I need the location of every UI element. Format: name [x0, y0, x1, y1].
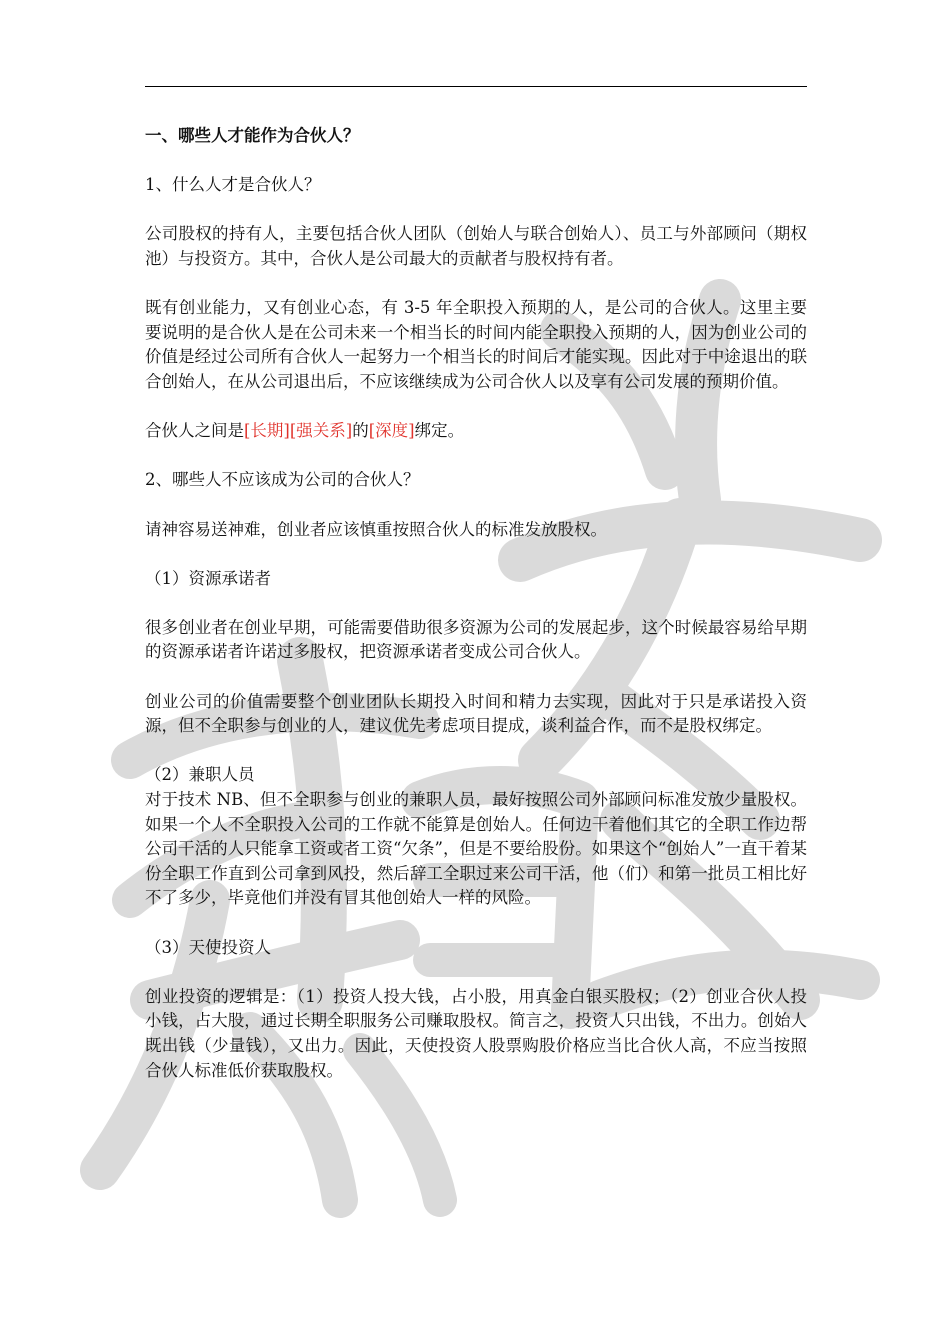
section-title: 一、哪些人才能作为合伙人？: [145, 126, 360, 145]
binding-sentence: [145, 419, 807, 444]
highlight-term: [强关系]: [289, 421, 353, 441]
text-span: 合伙人之间是: [145, 421, 244, 441]
header-rule: [145, 86, 807, 87]
paragraph: 公司股权的持有人，主要包括合伙人团队（创始人与联合创始人）、员工与外部顾问（期权池）与投资方。其中，合伙人是公司最大的贡献者与股权持有者。: [145, 224, 807, 268]
highlight-term: [长期]: [244, 421, 290, 441]
paragraph: 创业公司的价值需要整个创业团队长期投入时间和精力去实现，因此对于只是承诺投入资源，但不全职参与创业的人，建议优先考虑项目提成，谈利益合作，而不是股权绑定。: [145, 691, 807, 736]
question-2-title: 2、哪些人不应该成为公司的合伙人？: [145, 470, 420, 490]
item-title: （3）天使投资人: [145, 937, 271, 957]
text-span: 的: [352, 421, 369, 441]
document-body: [145, 124, 807, 1083]
paragraph: 对于技术 NB、但不全职参与创业的兼职人员，最好按照公司外部顾问标准发放少量股权。如果一个人不全职投入公司的工作就不能算是创始人。任何边干着他们其它的全职工作边帮公司干活的人只能拿工资或者工资“欠条”，但是不要给股份。如果这个“创始人”一直干着某份全职工作直到公司拿到风投，然后辞工全职过来公司干活，他（们）和第一批员工相比好不了多少，毕竟他们并没有冒其他创始人一样的风险。: [145, 790, 807, 908]
paragraph: 既有创业能力，又有创业心态，有 3-5 年全职投入预期的人，是公司的合伙人。这里主要要说明的是合伙人是在公司未来一个相当长的时间内能全职投入预期的人，因为创业公司的价值是经过公司所有合伙人一起努力一个相当长的时间后才能实现。因此对于中途退出的联合创始人，在从公司退出后，不应该继续成为公司合伙人以及享有公司发展的预期价值。: [145, 298, 807, 391]
paragraph: 很多创业者在创业早期，可能需要借助很多资源为公司的发展起步，这个时候最容易给早期的资源承诺者许诺过多股权，把资源承诺者变成公司合伙人。: [145, 617, 807, 662]
paragraph: 请神容易送神难，创业者应该慎重按照合伙人的标准发放股权。: [145, 519, 607, 539]
item-title: （2）兼职人员: [145, 765, 255, 785]
question-1-title: 1、什么人才是合伙人？: [145, 175, 321, 195]
text-span: 绑定。: [414, 421, 465, 441]
highlight-term: [深度]: [368, 421, 415, 441]
item-title: （1）资源承诺者: [145, 568, 271, 588]
paragraph: 创业投资的逻辑是：（1）投资人投大钱，占小股，用真金白银买股权；（2）创业合伙人投小钱，占大股，通过长期全职服务公司赚取股权。简言之，投资人只出钱，不出力。创始人既出钱（少量钱），又出力。因此，天使投资人股票购股价格应当比合伙人高，不应当按照合伙人标准低价获取股权。: [145, 986, 807, 1080]
